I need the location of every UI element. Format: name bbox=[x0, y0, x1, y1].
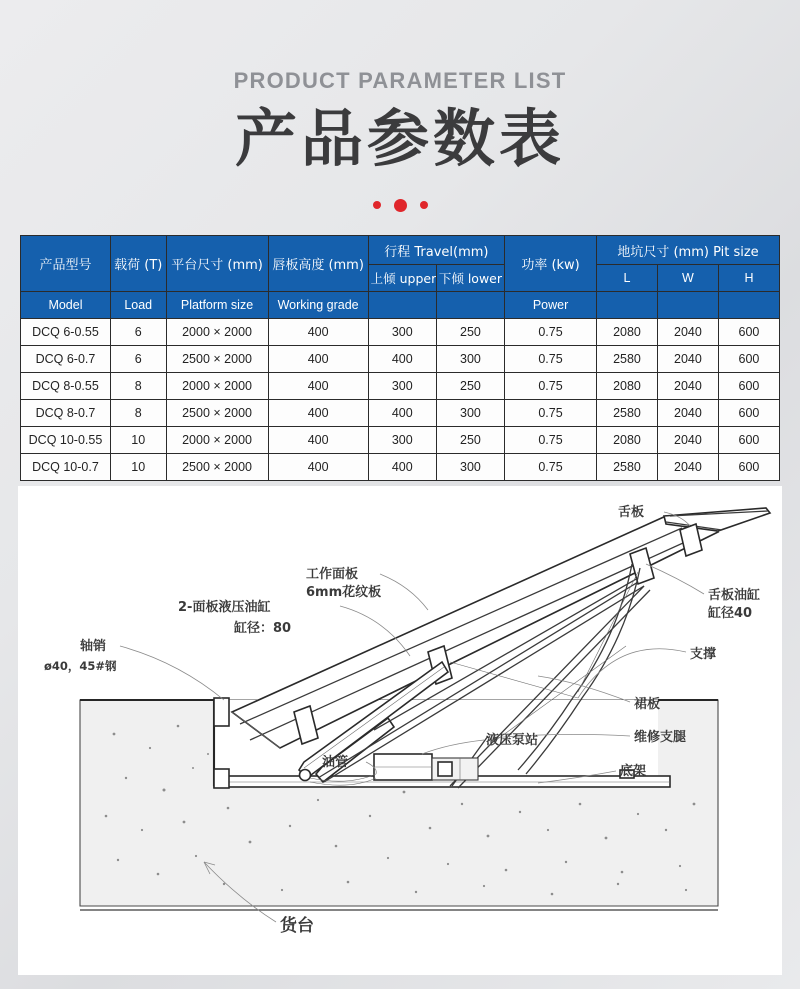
col-header-pit-l: L bbox=[597, 265, 657, 291]
label-support-text: 支撑 bbox=[690, 647, 717, 662]
cell-lip: 400 bbox=[269, 454, 368, 480]
hydraulic-pump-station bbox=[374, 754, 478, 780]
cell-travel-upper: 300 bbox=[369, 373, 436, 399]
table-row bbox=[21, 346, 779, 372]
cell-load: 8 bbox=[111, 373, 166, 399]
dot-icon-center bbox=[394, 199, 407, 212]
dot-icon-left bbox=[373, 201, 381, 209]
col-header-pit: 地坑尺寸 (mm) Pit size bbox=[597, 236, 779, 264]
cell-load: 6 bbox=[111, 319, 166, 345]
label-maintenance-leg-text: 维修支腿 bbox=[634, 730, 687, 745]
technical-diagram bbox=[18, 486, 782, 975]
cell-pit-h: 600 bbox=[719, 427, 779, 453]
table-row bbox=[21, 373, 779, 399]
cell-load: 10 bbox=[111, 454, 166, 480]
page-title: 产品参数表 bbox=[234, 102, 565, 175]
label-lip-cylinder-bore-text: 缸径40 bbox=[708, 606, 753, 621]
table-header-row-cn bbox=[21, 236, 779, 264]
cell-pit-h: 600 bbox=[719, 319, 779, 345]
cell-load: 6 bbox=[111, 346, 166, 372]
cell-power: 0.75 bbox=[505, 373, 596, 399]
col-subheader-load: Load bbox=[111, 292, 166, 318]
cell-load: 10 bbox=[111, 427, 166, 453]
cell-travel-lower: 250 bbox=[437, 373, 504, 399]
cell-pit-l: 2080 bbox=[597, 373, 657, 399]
label-work-panel-text: 工作面板 bbox=[306, 567, 359, 582]
cell-platform: 2000 × 2000 bbox=[167, 319, 268, 345]
cell-lip: 400 bbox=[269, 427, 368, 453]
label-base-frame-text: 底架 bbox=[620, 764, 647, 779]
cell-model: DCQ 6-0.7 bbox=[21, 346, 110, 372]
col-subheader-power: Power bbox=[505, 292, 596, 318]
cell-model: DCQ 10-0.7 bbox=[21, 454, 110, 480]
cell-travel-lower: 250 bbox=[437, 319, 504, 345]
cell-pit-w: 2040 bbox=[658, 319, 718, 345]
cell-pit-l: 2080 bbox=[597, 427, 657, 453]
col-header-pit-h: H bbox=[719, 265, 779, 291]
cell-pit-w: 2040 bbox=[658, 400, 718, 426]
cell-pit-l: 2580 bbox=[597, 454, 657, 480]
label-pin-spec-text: ø40，45#钢 bbox=[44, 659, 117, 673]
cell-platform: 2000 × 2000 bbox=[167, 427, 268, 453]
cell-pit-h: 600 bbox=[719, 400, 779, 426]
cell-lip: 400 bbox=[269, 319, 368, 345]
cell-power: 0.75 bbox=[505, 427, 596, 453]
col-subheader-platform: Platform size bbox=[167, 292, 268, 318]
col-header-lip: 唇板高度 (mm) bbox=[269, 236, 368, 291]
cell-pit-w: 2040 bbox=[658, 346, 718, 372]
cell-pit-h: 600 bbox=[719, 346, 779, 372]
label-panel-cylinder-bore-text: 缸径：80 bbox=[234, 621, 292, 636]
cell-load: 8 bbox=[111, 400, 166, 426]
cell-model: DCQ 8-0.7 bbox=[21, 400, 110, 426]
table-body bbox=[21, 319, 779, 480]
label-lip-cylinder-text: 舌板油缸 bbox=[708, 588, 761, 603]
col-header-load: 载荷 (T) bbox=[111, 236, 166, 291]
decorative-dots bbox=[0, 197, 800, 213]
label-work-panel-plate-text: 6mm花纹板 bbox=[306, 585, 382, 600]
cell-platform: 2500 × 2000 bbox=[167, 454, 268, 480]
col-subheader-lip: Working grade bbox=[269, 292, 368, 318]
cell-model: DCQ 6-0.55 bbox=[21, 319, 110, 345]
cell-travel-lower: 300 bbox=[437, 400, 504, 426]
label-lip-plate-text: 舌板 bbox=[618, 505, 645, 520]
col-header-travel-upper: 上倾 upper bbox=[369, 265, 436, 291]
cell-lip: 400 bbox=[269, 373, 368, 399]
cell-pit-l: 2580 bbox=[597, 346, 657, 372]
table-head bbox=[21, 236, 779, 318]
label-oil-pipe-text: 油管 bbox=[322, 755, 349, 770]
label-skirt-text: 裙板 bbox=[634, 697, 661, 712]
cell-platform: 2500 × 2000 bbox=[167, 346, 268, 372]
cell-travel-lower: 300 bbox=[437, 454, 504, 480]
table-row bbox=[21, 427, 779, 453]
label-panel-cylinder-text: 2-面板液压油缸 bbox=[178, 600, 271, 615]
cell-travel-upper: 400 bbox=[369, 454, 436, 480]
table-row bbox=[21, 454, 779, 480]
col-subheader-travel-upper-sp bbox=[369, 292, 436, 318]
cell-travel-lower: 300 bbox=[437, 346, 504, 372]
cell-platform: 2500 × 2000 bbox=[167, 400, 268, 426]
cell-power: 0.75 bbox=[505, 346, 596, 372]
col-header-model: 产品型号 bbox=[21, 236, 110, 291]
col-subheader-pit-l-sp bbox=[597, 292, 657, 318]
cell-travel-lower: 250 bbox=[437, 427, 504, 453]
label-dock-text: 货台 bbox=[280, 916, 314, 936]
cell-power: 0.75 bbox=[505, 400, 596, 426]
spec-table-wrap bbox=[20, 235, 780, 481]
cell-pit-h: 600 bbox=[719, 373, 779, 399]
cell-model: DCQ 10-0.55 bbox=[21, 427, 110, 453]
col-subheader-travel-lower-sp bbox=[437, 292, 504, 318]
cell-travel-upper: 400 bbox=[369, 346, 436, 372]
table-row bbox=[21, 319, 779, 345]
cell-pit-l: 2080 bbox=[597, 319, 657, 345]
table-row bbox=[21, 400, 779, 426]
dot-icon-right bbox=[420, 201, 428, 209]
table-header-row-en2 bbox=[21, 292, 779, 318]
label-pin-text: 轴销 bbox=[80, 639, 107, 654]
label-hydraulic-pump-text: 液压泵站 bbox=[486, 733, 539, 748]
col-subheader-model: Model bbox=[21, 292, 110, 318]
col-subheader-pit-h-sp bbox=[719, 292, 779, 318]
cell-pit-l: 2580 bbox=[597, 400, 657, 426]
cell-lip: 400 bbox=[269, 346, 368, 372]
cell-power: 0.75 bbox=[505, 319, 596, 345]
col-header-power: 功率 (kw) bbox=[505, 236, 596, 291]
cell-lip: 400 bbox=[269, 400, 368, 426]
page-header bbox=[0, 0, 800, 213]
product-parameter-table bbox=[20, 235, 780, 481]
cell-pit-w: 2040 bbox=[658, 427, 718, 453]
cell-travel-upper: 300 bbox=[369, 427, 436, 453]
header-subtitle: PRODUCT PARAMETER LIST bbox=[233, 68, 567, 93]
cell-travel-upper: 300 bbox=[369, 319, 436, 345]
col-subheader-pit-w-sp bbox=[658, 292, 718, 318]
cell-pit-h: 600 bbox=[719, 454, 779, 480]
col-header-pit-w: W bbox=[658, 265, 718, 291]
cell-pit-w: 2040 bbox=[658, 454, 718, 480]
cell-travel-upper: 400 bbox=[369, 400, 436, 426]
cell-platform: 2000 × 2000 bbox=[167, 373, 268, 399]
cell-power: 0.75 bbox=[505, 454, 596, 480]
col-header-travel: 行程 Travel(mm) bbox=[369, 236, 504, 264]
cell-pit-w: 2040 bbox=[658, 373, 718, 399]
col-header-travel-lower: 下倾 lower bbox=[437, 265, 504, 291]
col-header-platform: 平台尺寸 (mm) bbox=[167, 236, 268, 291]
cell-model: DCQ 8-0.55 bbox=[21, 373, 110, 399]
